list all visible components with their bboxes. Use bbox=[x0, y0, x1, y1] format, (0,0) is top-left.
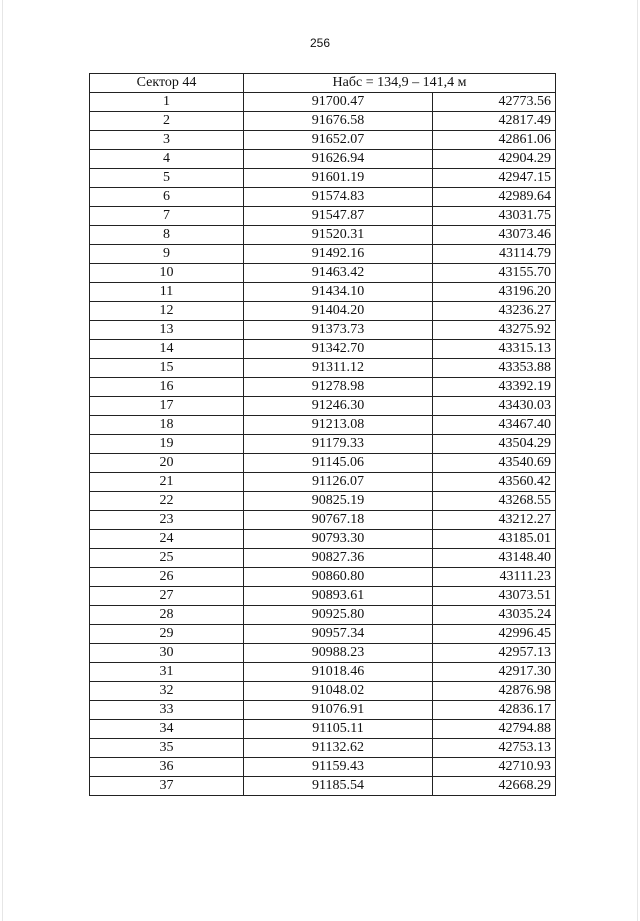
point-number-cell: 28 bbox=[90, 606, 244, 625]
table-row bbox=[90, 340, 556, 359]
x-coordinate-cell: 91126.07 bbox=[244, 473, 433, 492]
table-row bbox=[90, 416, 556, 435]
y-coordinate-cell: 43148.40 bbox=[433, 549, 556, 568]
x-coordinate-cell: 91520.31 bbox=[244, 226, 433, 245]
point-number-cell: 24 bbox=[90, 530, 244, 549]
y-coordinate-cell: 43236.27 bbox=[433, 302, 556, 321]
table-row bbox=[90, 226, 556, 245]
y-coordinate-cell: 42904.29 bbox=[433, 150, 556, 169]
point-number-cell: 2 bbox=[90, 112, 244, 131]
y-coordinate-cell: 42861.06 bbox=[433, 131, 556, 150]
point-number-cell: 31 bbox=[90, 663, 244, 682]
table-row bbox=[90, 150, 556, 169]
point-number-cell: 16 bbox=[90, 378, 244, 397]
coordinates-table bbox=[89, 73, 556, 796]
point-number-cell: 19 bbox=[90, 435, 244, 454]
x-coordinate-cell: 91404.20 bbox=[244, 302, 433, 321]
x-coordinate-cell: 91492.16 bbox=[244, 245, 433, 264]
point-number-cell: 30 bbox=[90, 644, 244, 663]
y-coordinate-cell: 43185.01 bbox=[433, 530, 556, 549]
point-number-cell: 23 bbox=[90, 511, 244, 530]
y-coordinate-cell: 43031.75 bbox=[433, 207, 556, 226]
point-number-cell: 15 bbox=[90, 359, 244, 378]
table-header-row bbox=[90, 74, 556, 93]
y-coordinate-cell: 42947.15 bbox=[433, 169, 556, 188]
table-row bbox=[90, 511, 556, 530]
table-body bbox=[90, 93, 556, 796]
table-row bbox=[90, 245, 556, 264]
x-coordinate-cell: 90793.30 bbox=[244, 530, 433, 549]
y-coordinate-cell: 43467.40 bbox=[433, 416, 556, 435]
table-row bbox=[90, 587, 556, 606]
table-row bbox=[90, 169, 556, 188]
point-number-cell: 5 bbox=[90, 169, 244, 188]
y-coordinate-cell: 43268.55 bbox=[433, 492, 556, 511]
point-number-cell: 35 bbox=[90, 739, 244, 758]
sector-header: Сектор 44 bbox=[90, 74, 244, 93]
x-coordinate-cell: 91132.62 bbox=[244, 739, 433, 758]
x-coordinate-cell: 91311.12 bbox=[244, 359, 433, 378]
point-number-cell: 26 bbox=[90, 568, 244, 587]
y-coordinate-cell: 43430.03 bbox=[433, 397, 556, 416]
x-coordinate-cell: 91246.30 bbox=[244, 397, 433, 416]
table-row bbox=[90, 682, 556, 701]
y-coordinate-cell: 43196.20 bbox=[433, 283, 556, 302]
point-number-cell: 22 bbox=[90, 492, 244, 511]
x-coordinate-cell: 91626.94 bbox=[244, 150, 433, 169]
x-coordinate-cell: 90827.36 bbox=[244, 549, 433, 568]
x-coordinate-cell: 90825.19 bbox=[244, 492, 433, 511]
table-row bbox=[90, 701, 556, 720]
y-coordinate-cell: 42668.29 bbox=[433, 777, 556, 796]
point-number-cell: 4 bbox=[90, 150, 244, 169]
point-number-cell: 18 bbox=[90, 416, 244, 435]
y-coordinate-cell: 42989.64 bbox=[433, 188, 556, 207]
x-coordinate-cell: 91278.98 bbox=[244, 378, 433, 397]
y-coordinate-cell: 43111.23 bbox=[433, 568, 556, 587]
x-coordinate-cell: 91652.07 bbox=[244, 131, 433, 150]
y-coordinate-cell: 43073.51 bbox=[433, 587, 556, 606]
table-row bbox=[90, 549, 556, 568]
x-coordinate-cell: 91700.47 bbox=[244, 93, 433, 112]
x-coordinate-cell: 90925.80 bbox=[244, 606, 433, 625]
x-coordinate-cell: 91342.70 bbox=[244, 340, 433, 359]
table-row bbox=[90, 359, 556, 378]
x-coordinate-cell: 91601.19 bbox=[244, 169, 433, 188]
x-coordinate-cell: 91105.11 bbox=[244, 720, 433, 739]
x-coordinate-cell: 90988.23 bbox=[244, 644, 433, 663]
table-row bbox=[90, 644, 556, 663]
x-coordinate-cell: 91179.33 bbox=[244, 435, 433, 454]
x-coordinate-cell: 90767.18 bbox=[244, 511, 433, 530]
y-coordinate-cell: 42957.13 bbox=[433, 644, 556, 663]
point-number-cell: 20 bbox=[90, 454, 244, 473]
table-row bbox=[90, 454, 556, 473]
y-coordinate-cell: 42917.30 bbox=[433, 663, 556, 682]
y-coordinate-cell: 42996.45 bbox=[433, 625, 556, 644]
y-coordinate-cell: 43073.46 bbox=[433, 226, 556, 245]
point-number-cell: 11 bbox=[90, 283, 244, 302]
table-row bbox=[90, 625, 556, 644]
point-number-cell: 34 bbox=[90, 720, 244, 739]
table-row bbox=[90, 397, 556, 416]
height-range-header: Набс = 134,9 – 141,4 м bbox=[244, 74, 556, 93]
point-number-cell: 12 bbox=[90, 302, 244, 321]
point-number-cell: 27 bbox=[90, 587, 244, 606]
y-coordinate-cell: 43035.24 bbox=[433, 606, 556, 625]
y-coordinate-cell: 43504.29 bbox=[433, 435, 556, 454]
table-row bbox=[90, 131, 556, 150]
x-coordinate-cell: 91547.87 bbox=[244, 207, 433, 226]
x-coordinate-cell: 90860.80 bbox=[244, 568, 433, 587]
x-coordinate-cell: 91145.06 bbox=[244, 454, 433, 473]
y-coordinate-cell: 42794.88 bbox=[433, 720, 556, 739]
point-number-cell: 9 bbox=[90, 245, 244, 264]
point-number-cell: 8 bbox=[90, 226, 244, 245]
point-number-cell: 37 bbox=[90, 777, 244, 796]
point-number-cell: 1 bbox=[90, 93, 244, 112]
x-coordinate-cell: 91434.10 bbox=[244, 283, 433, 302]
x-coordinate-cell: 91463.42 bbox=[244, 264, 433, 283]
y-coordinate-cell: 42773.56 bbox=[433, 93, 556, 112]
y-coordinate-cell: 43155.70 bbox=[433, 264, 556, 283]
y-coordinate-cell: 43114.79 bbox=[433, 245, 556, 264]
x-coordinate-cell: 91159.43 bbox=[244, 758, 433, 777]
table-row bbox=[90, 568, 556, 587]
table-row bbox=[90, 93, 556, 112]
table-row bbox=[90, 188, 556, 207]
point-number-cell: 21 bbox=[90, 473, 244, 492]
table-row bbox=[90, 207, 556, 226]
point-number-cell: 25 bbox=[90, 549, 244, 568]
y-coordinate-cell: 42876.98 bbox=[433, 682, 556, 701]
table-row bbox=[90, 321, 556, 340]
x-coordinate-cell: 91373.73 bbox=[244, 321, 433, 340]
y-coordinate-cell: 43275.92 bbox=[433, 321, 556, 340]
point-number-cell: 10 bbox=[90, 264, 244, 283]
table-row bbox=[90, 739, 556, 758]
x-coordinate-cell: 91676.58 bbox=[244, 112, 433, 131]
point-number-cell: 13 bbox=[90, 321, 244, 340]
y-coordinate-cell: 42836.17 bbox=[433, 701, 556, 720]
table-row bbox=[90, 473, 556, 492]
x-coordinate-cell: 91574.83 bbox=[244, 188, 433, 207]
scan-edge-left bbox=[2, 0, 3, 921]
point-number-cell: 32 bbox=[90, 682, 244, 701]
point-number-cell: 36 bbox=[90, 758, 244, 777]
table-row bbox=[90, 264, 556, 283]
table-row bbox=[90, 720, 556, 739]
table-row bbox=[90, 302, 556, 321]
page-number: 256 bbox=[309, 36, 331, 50]
y-coordinate-cell: 43392.19 bbox=[433, 378, 556, 397]
point-number-cell: 33 bbox=[90, 701, 244, 720]
table-row bbox=[90, 530, 556, 549]
x-coordinate-cell: 91213.08 bbox=[244, 416, 433, 435]
scan-edge-right bbox=[637, 0, 638, 921]
point-number-cell: 6 bbox=[90, 188, 244, 207]
x-coordinate-cell: 91048.02 bbox=[244, 682, 433, 701]
y-coordinate-cell: 43212.27 bbox=[433, 511, 556, 530]
y-coordinate-cell: 43315.13 bbox=[433, 340, 556, 359]
table-row bbox=[90, 777, 556, 796]
y-coordinate-cell: 43353.88 bbox=[433, 359, 556, 378]
table-row bbox=[90, 435, 556, 454]
x-coordinate-cell: 90893.61 bbox=[244, 587, 433, 606]
point-number-cell: 3 bbox=[90, 131, 244, 150]
point-number-cell: 14 bbox=[90, 340, 244, 359]
y-coordinate-cell: 43540.69 bbox=[433, 454, 556, 473]
point-number-cell: 7 bbox=[90, 207, 244, 226]
point-number-cell: 17 bbox=[90, 397, 244, 416]
x-coordinate-cell: 91076.91 bbox=[244, 701, 433, 720]
table-row bbox=[90, 112, 556, 131]
table-row bbox=[90, 663, 556, 682]
x-coordinate-cell: 90957.34 bbox=[244, 625, 433, 644]
x-coordinate-cell: 91018.46 bbox=[244, 663, 433, 682]
y-coordinate-cell: 43560.42 bbox=[433, 473, 556, 492]
y-coordinate-cell: 42817.49 bbox=[433, 112, 556, 131]
table-row bbox=[90, 758, 556, 777]
table-row bbox=[90, 492, 556, 511]
table-row bbox=[90, 606, 556, 625]
y-coordinate-cell: 42710.93 bbox=[433, 758, 556, 777]
table-row bbox=[90, 283, 556, 302]
y-coordinate-cell: 42753.13 bbox=[433, 739, 556, 758]
point-number-cell: 29 bbox=[90, 625, 244, 644]
x-coordinate-cell: 91185.54 bbox=[244, 777, 433, 796]
table-row bbox=[90, 378, 556, 397]
